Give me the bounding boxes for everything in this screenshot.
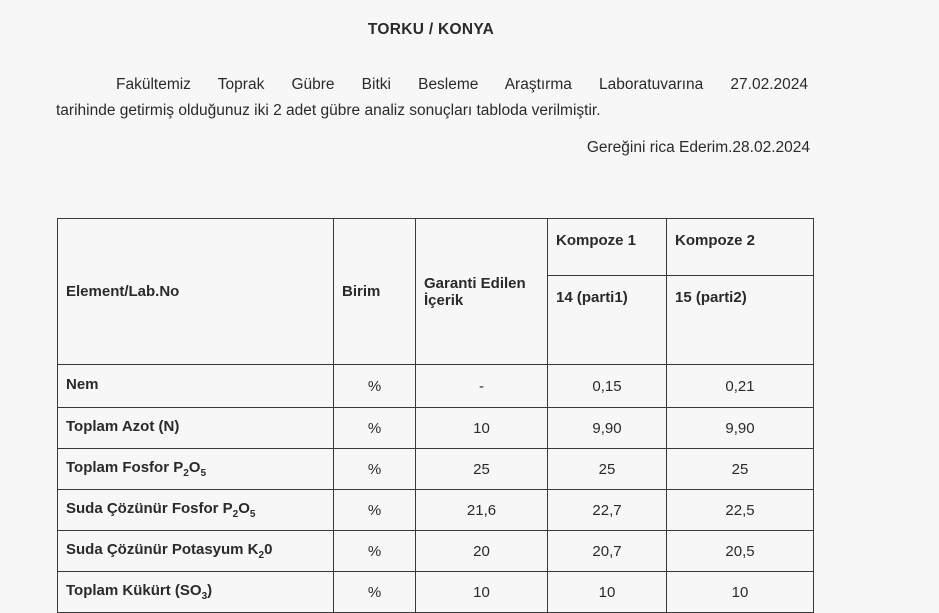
header-guaranteed: Garanti Edilen İçerik xyxy=(416,219,548,365)
table-header-row-1 xyxy=(58,219,814,276)
table-row xyxy=(58,531,814,572)
row-label-sub2: 5 xyxy=(200,468,207,479)
intro-line-2: tarihinde getirmiş olduğunuz iki 2 adet gübre analiz sonuçları tabloda verilmiştir. xyxy=(56,102,601,119)
row-label-sub: 2 xyxy=(258,550,265,561)
table-row xyxy=(58,408,814,449)
row-label xyxy=(58,531,334,572)
row-guaranteed: 10 xyxy=(416,572,548,613)
header-kompoze-1: Kompoze 1 xyxy=(548,219,667,276)
row-unit: % xyxy=(334,572,416,613)
row-kompoze-2: 22,5 xyxy=(667,490,814,531)
row-label xyxy=(58,490,334,531)
row-label xyxy=(58,365,334,408)
row-label xyxy=(58,572,334,613)
row-kompoze-1: 0,15 xyxy=(548,365,667,408)
row-kompoze-2: 0,21 xyxy=(667,365,814,408)
table-row xyxy=(58,490,814,531)
row-guaranteed: - xyxy=(416,365,548,408)
row-label-sub: 2 xyxy=(183,468,189,479)
row-unit: % xyxy=(334,365,416,408)
header-lab-2: 15 (parti2) xyxy=(667,276,814,365)
row-label-sub: 3 xyxy=(201,591,208,602)
row-guaranteed: 10 xyxy=(416,408,548,449)
row-kompoze-1: 22,7 xyxy=(548,490,667,531)
closing-line: Gereğini rica Ederim.28.02.2024 xyxy=(586,139,810,156)
header-element: Element/Lab.No xyxy=(58,219,334,365)
row-kompoze-1: 9,90 xyxy=(548,408,667,449)
row-label-text: Nem xyxy=(66,376,99,393)
row-unit: % xyxy=(334,531,416,572)
row-label xyxy=(58,408,334,449)
row-label-text: Toplam Fosfor P xyxy=(66,459,184,476)
row-label-text: Toplam Azot (N) xyxy=(66,418,180,435)
row-kompoze-1: 20,7 xyxy=(548,531,667,572)
intro-line-1: Fakültemiz Toprak Gübre Bitki Besleme Araştırma Laboratuvarına 27.02.2024 xyxy=(116,76,808,93)
row-kompoze-2: 10 xyxy=(667,572,814,613)
table-row xyxy=(58,572,814,613)
row-label-sub: 2 xyxy=(232,509,239,520)
results-table xyxy=(57,218,814,613)
row-label-text: Toplam Kükürt (SO xyxy=(66,582,202,599)
row-guaranteed: 21,6 xyxy=(416,490,548,531)
row-kompoze-1: 25 xyxy=(548,449,667,490)
table-row xyxy=(58,449,814,490)
row-kompoze-1: 10 xyxy=(548,572,667,613)
row-guaranteed: 25 xyxy=(416,449,548,490)
row-label-text: Suda Çözünür Fosfor P xyxy=(66,500,233,517)
row-guaranteed: 20 xyxy=(416,531,548,572)
row-unit: % xyxy=(334,449,416,490)
row-label-tail: O xyxy=(188,459,201,476)
row-kompoze-2: 20,5 xyxy=(667,531,814,572)
row-label-tail: ) xyxy=(207,582,213,599)
row-kompoze-2: 9,90 xyxy=(667,408,814,449)
header-unit: Birim xyxy=(334,219,416,365)
row-label xyxy=(58,449,334,490)
intro-paragraph xyxy=(56,72,808,124)
header-kompoze-2: Kompoze 2 xyxy=(667,219,814,276)
row-label-text: Suda Çözünür Potasyum K xyxy=(66,541,259,558)
row-unit: % xyxy=(334,490,416,531)
row-unit: % xyxy=(334,408,416,449)
row-kompoze-2: 25 xyxy=(667,449,814,490)
row-label-tail: O xyxy=(238,500,250,517)
document-title: TORKU / KONYA xyxy=(367,21,495,38)
row-label-tail: 0 xyxy=(264,541,273,558)
table-row xyxy=(58,365,814,408)
header-lab-1: 14 (parti1) xyxy=(548,276,667,365)
row-label-sub2: 5 xyxy=(249,509,256,520)
